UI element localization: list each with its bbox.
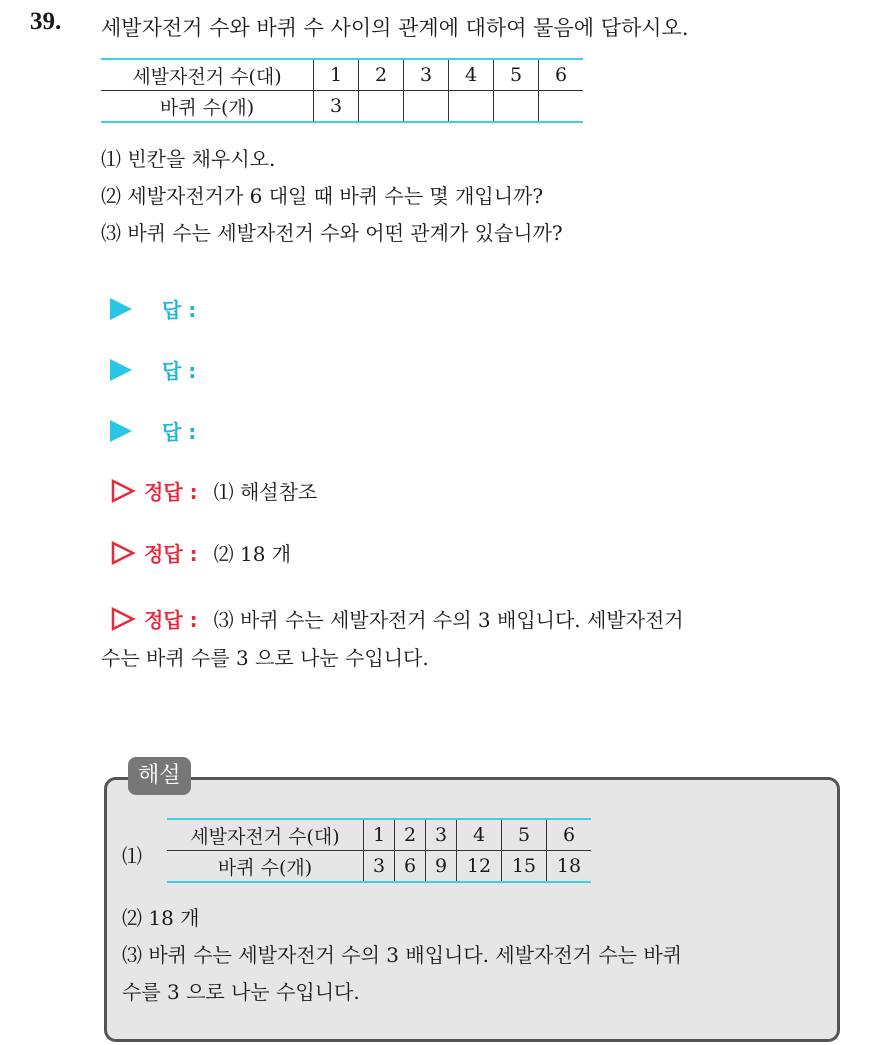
table-cell: 3 xyxy=(426,819,457,851)
correct-label: 정답 : xyxy=(144,480,198,504)
table-cell: 15 xyxy=(502,851,547,883)
table-cell: 1 xyxy=(364,819,395,851)
outline-triangle-icon xyxy=(110,540,136,566)
explanation-line-3-continued: 수를 3 으로 나눈 수입니다. xyxy=(122,980,360,1004)
table-cell-blank[interactable] xyxy=(494,91,539,123)
answer-label: 답 : xyxy=(162,298,197,322)
question-number: 39. xyxy=(30,8,62,35)
table-cell: 5 xyxy=(494,59,539,91)
sub-question-3: ⑶ 바퀴 수는 세발자전거 수와 어떤 관계가 있습니까? xyxy=(101,221,563,245)
correct-answer-3 xyxy=(110,604,684,633)
question-table xyxy=(101,58,583,123)
question-text: 세발자전거 수와 바퀴 수 사이의 관계에 대하여 물음에 답하시오. xyxy=(101,16,689,40)
explanation-label-1: ⑴ xyxy=(122,844,142,868)
outline-triangle-icon xyxy=(110,606,136,632)
table-cell: 6 xyxy=(395,851,426,883)
explanation-tag: 해설 xyxy=(128,757,191,795)
explanation-table xyxy=(167,818,591,883)
table-cell: 5 xyxy=(502,819,547,851)
table-cell: 3 xyxy=(364,851,395,883)
table-cell: 18 xyxy=(547,851,592,883)
table-cell: 2 xyxy=(395,819,426,851)
correct-text-continued: 수는 바퀴 수를 3 으로 나눈 수입니다. xyxy=(101,646,429,670)
correct-label: 정답 : xyxy=(144,608,198,632)
table-cell: 1 xyxy=(314,59,359,91)
table-cell: 12 xyxy=(457,851,502,883)
sub-question-1: ⑴ 빈칸을 채우시오. xyxy=(101,147,276,171)
table-row2-label: 바퀴 수(개) xyxy=(159,96,255,119)
table-cell: 2 xyxy=(359,59,404,91)
table-cell-blank[interactable] xyxy=(449,91,494,123)
outline-triangle-icon xyxy=(110,478,136,504)
correct-text: ⑵ 18 개 xyxy=(213,542,292,566)
answer-row-3[interactable] xyxy=(110,416,196,445)
answer-label: 답 : xyxy=(162,420,197,444)
table-row2-label: 바퀴 수(개) xyxy=(217,856,313,879)
play-arrow-icon xyxy=(110,298,132,320)
table-cell: 3 xyxy=(404,59,449,91)
table-cell: 6 xyxy=(539,59,584,91)
correct-text: ⑴ 해설참조 xyxy=(213,480,318,504)
correct-answer-1 xyxy=(110,476,317,505)
correct-label: 정답 : xyxy=(144,542,198,566)
explanation-line-2: ⑵ 18 개 xyxy=(122,906,200,930)
explanation-line-3: ⑶ 바퀴 수는 세발자전거 수의 3 배입니다. 세발자전거 수는 바퀴 xyxy=(122,943,682,967)
table-cell: 9 xyxy=(426,851,457,883)
table-row1-label: 세발자전거 수(대) xyxy=(167,819,364,851)
table-cell-blank[interactable] xyxy=(404,91,449,123)
table-cell-blank[interactable] xyxy=(539,91,584,123)
table-cell: 3 xyxy=(314,91,359,123)
table-cell: 4 xyxy=(449,59,494,91)
table-cell-blank[interactable] xyxy=(359,91,404,123)
play-arrow-icon xyxy=(110,420,132,442)
correct-answer-2 xyxy=(110,538,291,567)
table-row1-label: 세발자전거 수(대) xyxy=(101,59,314,91)
answer-row-2[interactable] xyxy=(110,355,196,384)
table-cell: 6 xyxy=(547,819,592,851)
answer-row-1[interactable] xyxy=(110,294,196,323)
answer-label: 답 : xyxy=(162,359,197,383)
table-cell: 4 xyxy=(457,819,502,851)
sub-question-2: ⑵ 세발자전거가 6 대일 때 바퀴 수는 몇 개입니까? xyxy=(101,184,544,208)
play-arrow-icon xyxy=(110,359,132,381)
correct-text: ⑶ 바퀴 수는 세발자전거 수의 3 배입니다. 세발자전거 xyxy=(213,608,684,632)
